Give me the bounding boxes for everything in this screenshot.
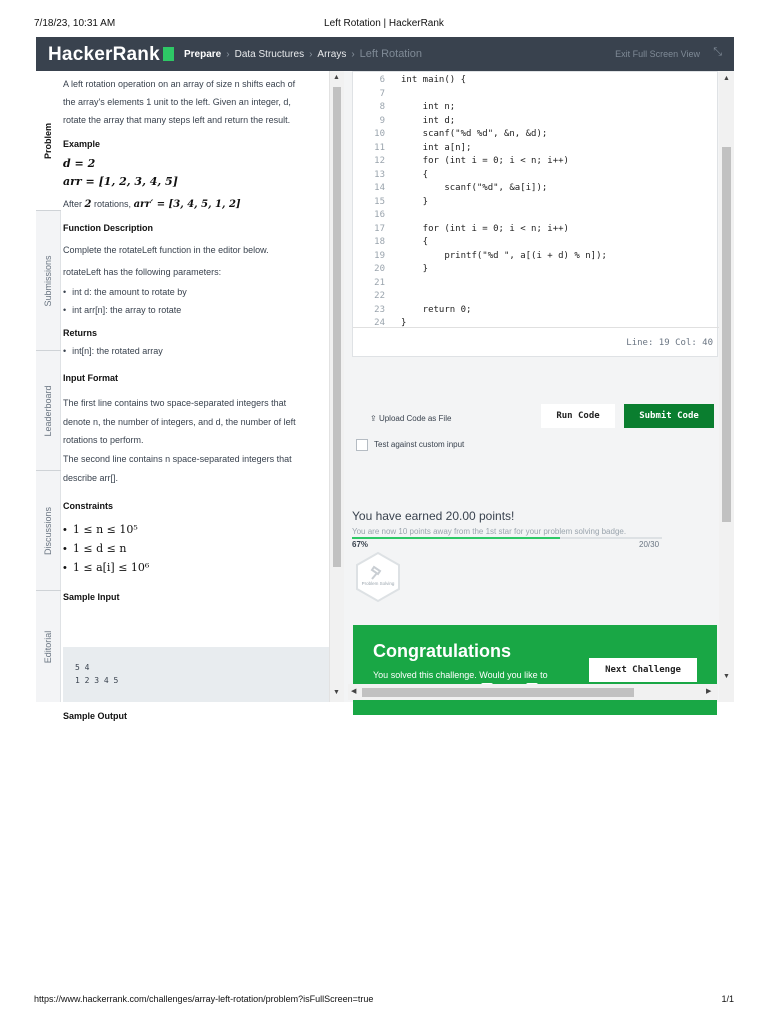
hackerrank-logo[interactable]: HackerRank (48, 44, 174, 66)
line-number: 23 (374, 304, 385, 315)
code-line[interactable] (353, 304, 719, 318)
print-header (34, 18, 734, 32)
scroll-right-icon[interactable]: ▶ (706, 688, 712, 695)
code-text: int a[n]; (401, 142, 472, 153)
earned-points: You have earned 20.00 points! (352, 509, 515, 523)
scroll-left-icon[interactable]: ◀ (351, 688, 357, 695)
next-challenge-button[interactable]: Next Challenge (589, 658, 697, 682)
print-url: https://www.hackerrank.com/challenges/array-left-rotation/problem?isFullScreen=true (34, 994, 374, 1004)
code-line[interactable] (353, 277, 719, 291)
print-datetime: 7/18/23, 10:31 AM (34, 18, 116, 29)
tab-editorial[interactable]: Editorial (43, 630, 53, 663)
code-line[interactable] (353, 317, 719, 331)
cursor-status: Line: 19 Col: 40 (626, 338, 713, 348)
line-number: 17 (374, 223, 385, 234)
line-number: 6 (379, 75, 385, 85)
scroll-down-icon[interactable]: ▼ (333, 689, 340, 696)
tab-discussions[interactable]: Discussions (36, 471, 61, 591)
editor-divider (353, 327, 719, 328)
congrats-text: You solved this challenge. Would you like to (373, 670, 548, 680)
breadcrumb-current: Left Rotation (359, 48, 423, 60)
custom-input-label: Test against custom input (374, 440, 465, 449)
line-number: 10 (374, 129, 385, 139)
line-number: 24 (374, 318, 385, 328)
input-line: describe arr[]. (63, 473, 119, 483)
congrats-banner (353, 625, 717, 715)
problem-scrollbar[interactable] (329, 71, 344, 702)
line-number: 9 (379, 115, 385, 126)
print-title: Left Rotation | HackerRank (324, 18, 444, 29)
side-tabs (36, 71, 61, 702)
sample-output-heading: Sample Output (63, 711, 128, 721)
exit-fullscreen-link[interactable]: Exit Full Screen View (615, 49, 700, 59)
line-number: 22 (374, 291, 385, 301)
list-item: • int d: the amount to rotate by (63, 287, 187, 297)
code-line[interactable] (353, 250, 719, 264)
example-arr: arr = [1, 2, 3, 4, 5] (63, 175, 178, 188)
code-line[interactable] (353, 263, 719, 277)
list-item: • int[n]: the rotated array (63, 346, 163, 356)
breadcrumb-separator-icon: › (351, 49, 355, 60)
constraint-item: • 1 ≤ n ≤ 10⁵ (63, 523, 138, 536)
scroll-down-icon[interactable]: ▼ (723, 673, 730, 680)
input-format-heading: Input Format (63, 373, 118, 383)
code-text: int n; (401, 102, 456, 112)
problem-intro-line: the array's elements 1 unit to the left. Given an integer, d, (63, 97, 291, 107)
breadcrumb-arrays[interactable]: Arrays (317, 49, 347, 60)
scroll-up-icon[interactable]: ▲ (723, 75, 730, 82)
badge-hexagon-icon (352, 551, 404, 603)
code-line[interactable] (353, 155, 719, 169)
badge-percent: 67% (352, 540, 369, 549)
code-text: } (401, 196, 429, 207)
sample-input-box (63, 647, 329, 702)
scrollbar-thumb[interactable] (362, 688, 634, 697)
line-number: 21 (374, 277, 385, 288)
print-page-number: 1/1 (721, 994, 734, 1004)
line-number: 15 (374, 196, 385, 207)
badge-progress-text: You are now 10 points away from the 1st star for your problem solving badge. (352, 527, 627, 536)
scroll-up-icon[interactable]: ▲ (333, 74, 340, 81)
code-text: scanf("%d", &a[i]); (401, 183, 548, 193)
code-text: return 0; (401, 304, 472, 315)
code-line[interactable] (353, 74, 719, 88)
submit-code-button[interactable]: Submit Code (624, 404, 714, 428)
run-code-button[interactable]: Run Code (541, 404, 615, 428)
breadcrumb-separator-icon: › (309, 49, 313, 60)
upload-icon: ⇪ (370, 414, 377, 423)
badge-progress-fill (352, 537, 560, 539)
hackerrank-window (36, 37, 734, 721)
code-line[interactable] (353, 128, 719, 142)
line-number: 7 (379, 88, 385, 99)
badge-label: Problem Solving (361, 581, 395, 586)
code-line[interactable] (353, 169, 719, 183)
line-number: 20 (374, 264, 385, 274)
problem-intro-line: rotate the array that many steps left and return the result. (63, 115, 291, 125)
right-scrollbar[interactable] (719, 71, 734, 702)
code-line[interactable] (353, 115, 719, 129)
print-footer (34, 994, 734, 1008)
code-text: { (401, 237, 429, 247)
line-number: 19 (374, 250, 385, 261)
constraint-item: • 1 ≤ d ≤ n (63, 542, 127, 555)
tab-problem[interactable]: Problem (36, 71, 61, 211)
sample-input-heading: Sample Input (63, 592, 120, 602)
line-number: 13 (374, 169, 385, 180)
example-heading: Example (63, 139, 101, 149)
function-desc: Complete the rotateLeft function in the editor below. (63, 245, 269, 255)
tab-submissions[interactable]: Submissions (36, 211, 61, 351)
sample-input-text: 5 4 1 2 3 4 5 (75, 663, 119, 685)
code-text: int d; (401, 115, 456, 126)
list-item: • int arr[n]: the array to rotate (63, 305, 182, 315)
problem-solving-badge (352, 551, 404, 603)
code-lines[interactable] (353, 74, 719, 331)
top-navbar (36, 37, 734, 71)
code-text: for (int i = 0; i < n; i++) (401, 223, 569, 234)
line-number: 14 (374, 183, 385, 193)
line-number: 16 (374, 210, 385, 220)
code-line[interactable] (353, 101, 719, 115)
logo-square-icon (163, 47, 174, 61)
code-text: for (int i = 0; i < n; i++) (401, 156, 569, 166)
code-text: } (401, 264, 429, 274)
code-text: } (401, 318, 407, 328)
code-line[interactable] (353, 182, 719, 196)
example-d: d = 2 (63, 157, 96, 170)
code-line[interactable] (353, 223, 719, 237)
breadcrumb-separator-icon: › (226, 49, 230, 60)
line-number: 18 (374, 237, 385, 247)
code-line[interactable] (353, 209, 719, 223)
tab-leaderboard[interactable]: Leaderboard (36, 351, 61, 471)
input-line: The second line contains n space-separated integers that (63, 454, 292, 464)
function-heading: Function Description (63, 223, 153, 233)
code-text: { (401, 169, 429, 180)
editor-panel (344, 71, 734, 702)
congrats-heading: Congratulations (373, 641, 511, 661)
code-text: int main() { (401, 75, 467, 85)
shrink-icon[interactable]: ⤡ (713, 46, 722, 58)
code-line[interactable] (353, 88, 719, 102)
constraint-item: • 1 ≤ a[i] ≤ 10⁶ (63, 561, 150, 574)
input-line: rotations to perform. (63, 435, 144, 445)
badge-progress-bar (352, 537, 662, 539)
code-text: scanf("%d %d", &n, &d); (401, 129, 548, 139)
code-line[interactable] (353, 290, 719, 304)
breadcrumb (184, 48, 422, 60)
problem-statement (61, 71, 329, 721)
breadcrumb-data-structures[interactable]: Data Structures (234, 49, 305, 60)
code-line[interactable] (353, 142, 719, 156)
horizontal-scrollbar[interactable] (348, 684, 718, 700)
constraints-heading: Constraints (63, 501, 114, 511)
params-intro: rotateLeft has the following parameters: (63, 267, 222, 277)
scrollbar-thumb[interactable] (333, 87, 341, 567)
line-number: 8 (379, 102, 385, 112)
upload-code-button[interactable]: ⇪ Upload Code as File (370, 414, 452, 423)
input-line: The first line contains two space-separated integers that (63, 398, 287, 408)
code-editor[interactable] (352, 71, 718, 357)
custom-input-checkbox[interactable] (356, 439, 368, 451)
scrollbar-thumb[interactable] (722, 147, 731, 522)
returns-heading: Returns (63, 328, 98, 338)
code-line[interactable] (353, 196, 719, 210)
input-line: denote n, the number of integers, and d, the number of left (63, 417, 296, 427)
problem-intro-line: A left rotation operation on an array of size n shifts each of (63, 79, 296, 89)
badge-ratio: 20/30 (639, 540, 660, 549)
breadcrumb-prepare[interactable]: Prepare (184, 49, 222, 60)
line-number: 12 (374, 156, 385, 166)
code-text: printf("%d ", a[(i + d) % n]); (401, 250, 607, 261)
code-line[interactable] (353, 236, 719, 250)
example-after: After 2 rotations, arr′ = [3, 4, 5, 1, 2] (63, 199, 241, 210)
line-number: 11 (374, 142, 385, 153)
